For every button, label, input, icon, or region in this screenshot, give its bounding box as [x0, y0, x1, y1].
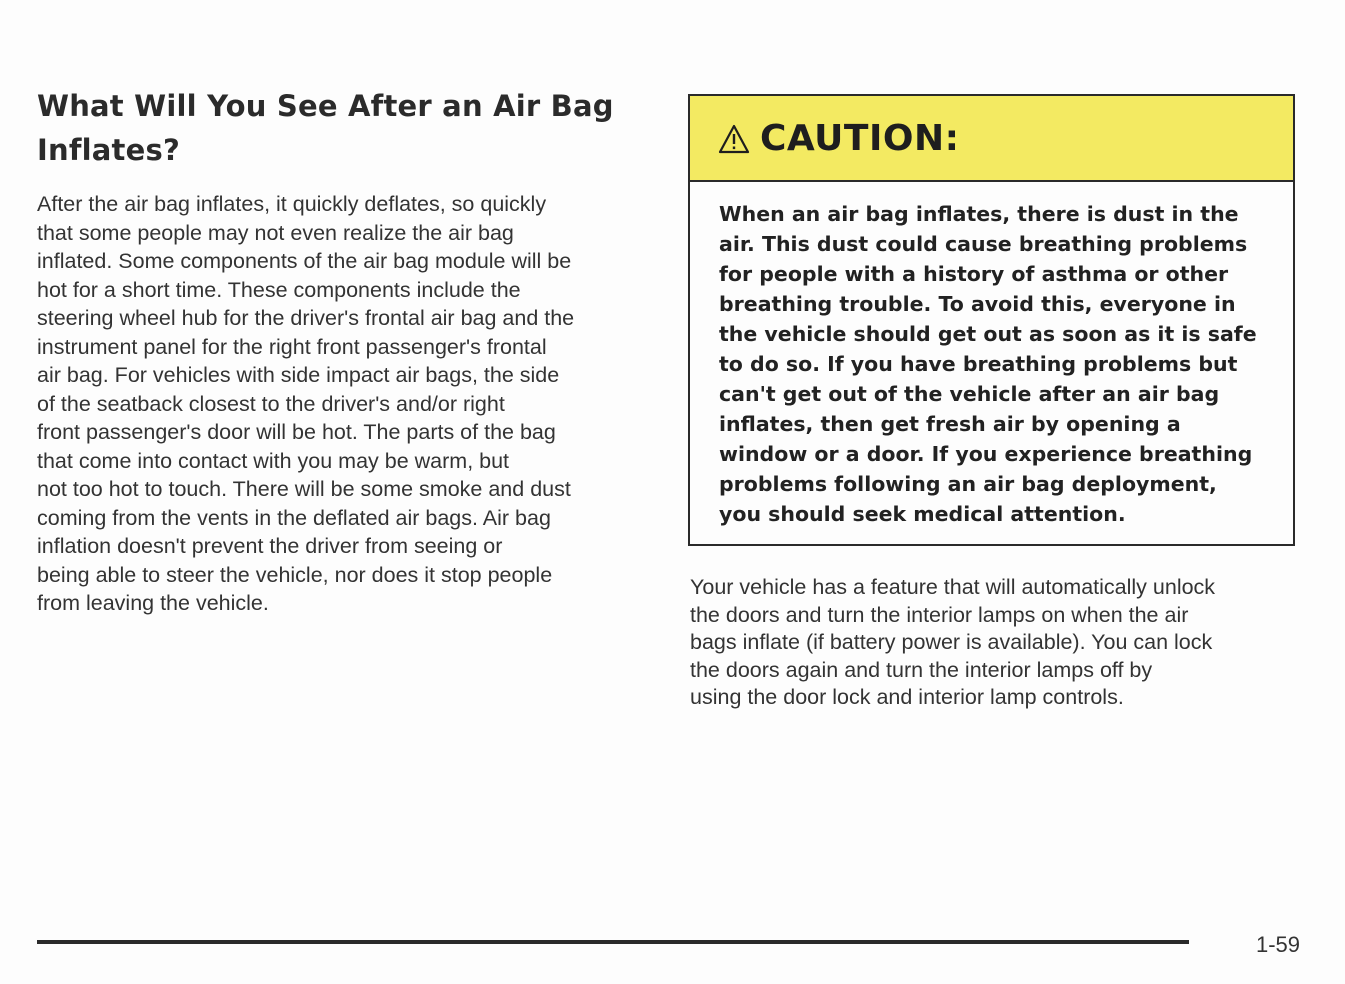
left-line: that come into contact with you may be warm, but: [37, 448, 510, 473]
caution-line: can't get out of the vehicle after an air bag: [719, 382, 1220, 406]
right-line: the doors again and turn the interior lamps off by: [690, 657, 1153, 682]
caution-line: air. This dust could cause breathing problems: [719, 232, 1248, 256]
left-line: that some people may not even realize the air bag: [37, 220, 514, 245]
right-line: the doors and turn the interior lamps on when the air: [690, 602, 1189, 627]
caution-box: [688, 94, 1295, 546]
footer-rule: [37, 940, 1189, 944]
caution-title: CAUTION:: [760, 117, 960, 159]
caution-line: window or a door. If you experience breathing: [719, 442, 1253, 466]
section-heading: [37, 84, 649, 172]
left-line: inflated. Some components of the air bag module will be: [37, 249, 572, 273]
page-number: 1-59: [1256, 932, 1301, 957]
heading-line-1: What Will You See After an Air Bag: [37, 89, 614, 123]
left-line: not too hot to touch. There will be some smoke and dust: [37, 477, 571, 501]
caution-line: inflates, then get fresh air by opening a: [719, 412, 1181, 436]
left-line: being able to steer the vehicle, nor does it stop people: [37, 562, 553, 587]
right-line: using the door lock and interior lamp controls.: [690, 685, 1124, 709]
left-line: steering wheel hub for the driver's frontal air bag and the: [37, 306, 575, 330]
left-line: air bag. For vehicles with side impact air bags, the side: [37, 363, 560, 387]
caution-line: problems following an air bag deployment,: [719, 472, 1217, 496]
left-column: [37, 84, 649, 618]
left-line: After the air bag inflates, it quickly deflates, so quickly: [37, 192, 547, 216]
caution-line: the vehicle should get out as soon as it is safe: [719, 322, 1257, 346]
caution-line: for people with a history of asthma or other: [719, 262, 1229, 286]
left-line: hot for a short time. These components include the: [37, 277, 521, 302]
caution-header: [690, 96, 1293, 182]
warning-triangle-icon: [718, 124, 750, 154]
heading-line-2: Inflates?: [37, 133, 180, 167]
left-line: of the seatback closest to the driver's and/or right: [37, 391, 505, 416]
caution-line: you should seek medical attention.: [719, 502, 1126, 526]
right-body-paragraph: [690, 574, 1300, 712]
left-line: front passenger's door will be hot. The parts of the bag: [37, 420, 556, 444]
caution-line: When an air bag inflates, there is dust in the: [719, 202, 1239, 226]
left-line: coming from the vents in the deflated air bags. Air bag: [37, 505, 551, 530]
left-body-paragraph: [37, 190, 649, 618]
left-line: instrument panel for the right front passenger's frontal: [37, 334, 547, 359]
right-line: Your vehicle has a feature that will automatically unlock: [690, 575, 1216, 599]
right-line: bags inflate (if battery power is available). You can lock: [690, 630, 1213, 654]
caution-line: breathing trouble. To avoid this, everyone in: [719, 292, 1236, 316]
left-line: from leaving the vehicle.: [37, 591, 269, 615]
caution-body: [690, 182, 1293, 529]
left-line: inflation doesn't prevent the driver from seeing or: [37, 534, 503, 558]
caution-line: to do so. If you have breathing problems but: [719, 352, 1238, 376]
